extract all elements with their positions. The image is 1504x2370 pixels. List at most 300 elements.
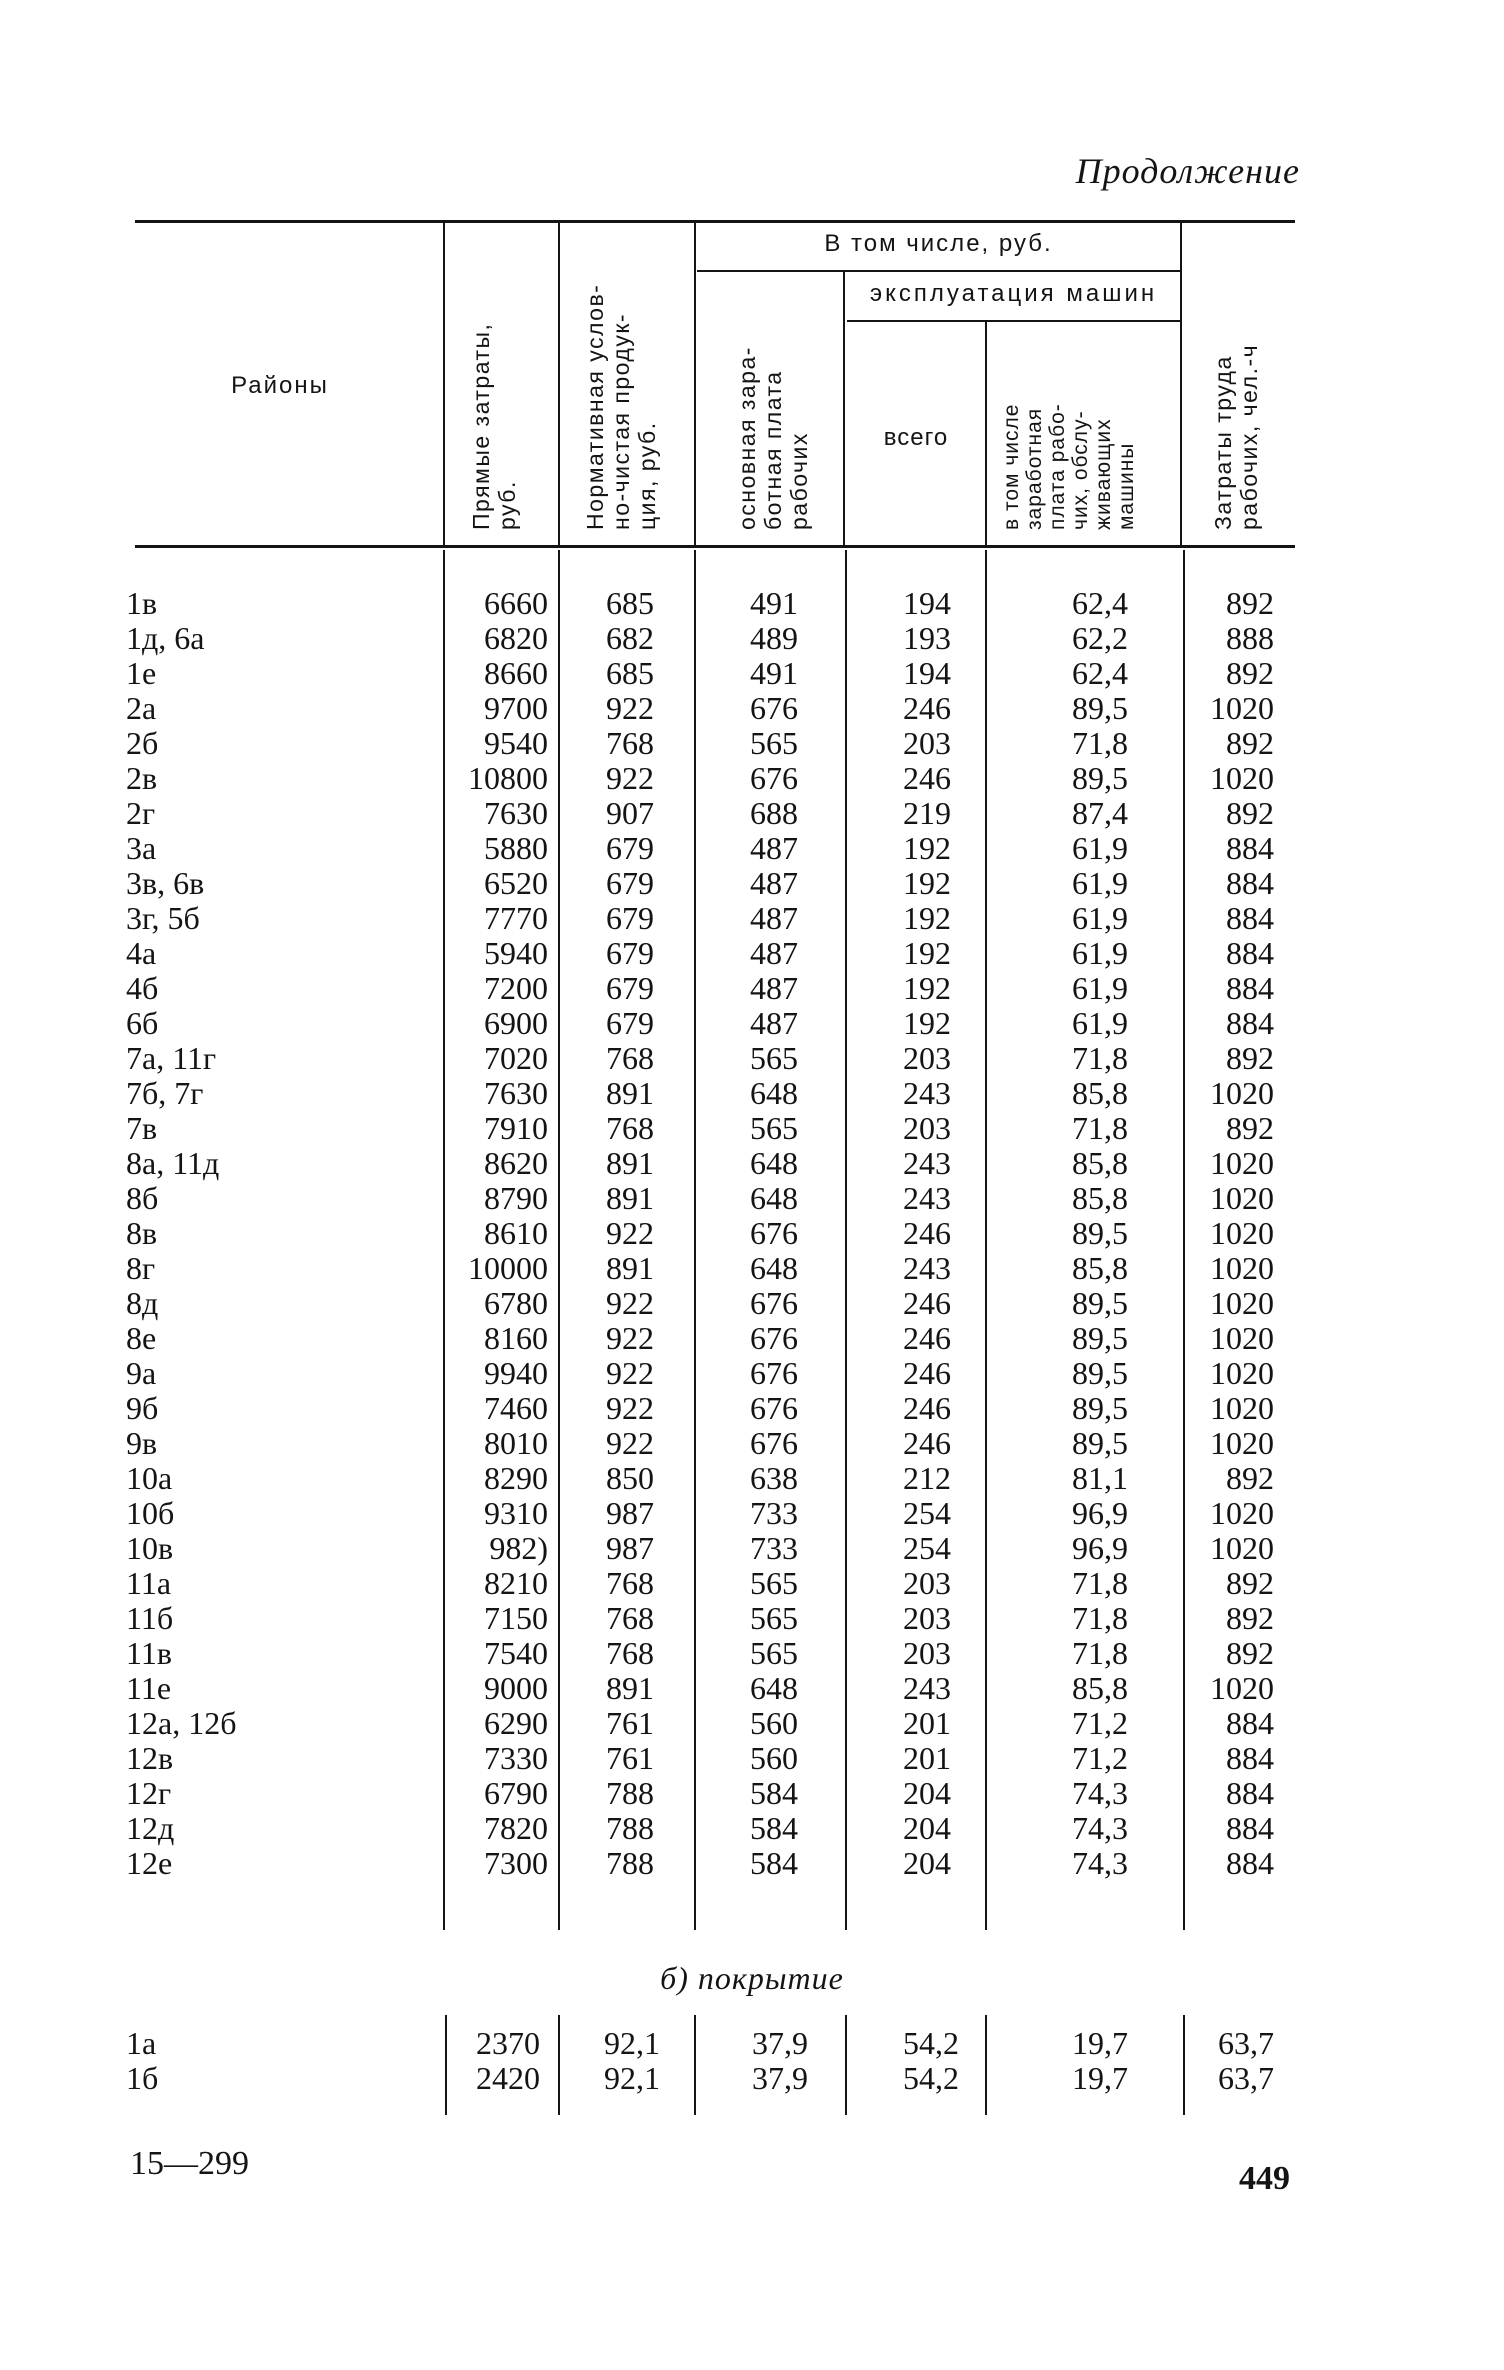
labor-costs-header: Затраты труда рабочих, чел.-ч [1210,343,1262,530]
labor-costs-cell: 1020 [1210,1495,1274,1531]
base-wages-cell: 560 [750,1705,798,1741]
base-wages-cell: 565 [750,1565,798,1601]
header-vrule-3 [694,222,696,545]
district-cell: 8г [126,1250,156,1286]
table-row [0,1705,1504,1741]
table-row [0,1845,1504,1881]
table-row [0,2060,1504,2096]
machines-total-cell: 254 [903,1495,951,1531]
total-header: всего [883,424,949,451]
labor-costs-cell: 884 [1226,900,1274,936]
machine-wages-cell: 89,5 [1072,1285,1128,1321]
machines-total-cell: 203 [903,1040,951,1076]
district-cell: 7а, 11г [126,1040,217,1076]
machine-wages-cell: 71,8 [1072,1040,1128,1076]
district-cell: 7в [126,1110,158,1146]
machines-total-cell: 201 [903,1740,951,1776]
header-vrule-5 [985,322,987,545]
base-wages-cell: 487 [750,830,798,866]
table-row [0,1250,1504,1286]
machines-total-cell: 246 [903,1285,951,1321]
labor-costs-cell: 1020 [1210,1285,1274,1321]
machine-wages-cell: 62,4 [1072,655,1128,691]
machines-total-cell: 243 [903,1250,951,1286]
normative-output-cell: 922 [606,690,654,726]
direct-costs-cell: 9540 [484,725,548,761]
normative-output-cell: 682 [606,620,654,656]
machines-total-cell: 246 [903,760,951,796]
base-wages-cell: 676 [750,690,798,726]
direct-costs-cell: 7300 [484,1845,548,1881]
machines-total-cell: 243 [903,1075,951,1111]
normative-output-cell: 987 [606,1495,654,1531]
direct-costs-cell: 8290 [484,1460,548,1496]
district-cell: 8а, 11д [126,1145,220,1181]
base-wages-cell: 565 [750,1600,798,1636]
base-wages-cell: 676 [750,1320,798,1356]
table-row [0,865,1504,901]
table-row [0,1460,1504,1496]
machine-wages-cell: 96,9 [1072,1530,1128,1566]
direct-costs-cell: 7540 [484,1635,548,1671]
normative-output-cell: 922 [606,1215,654,1251]
direct-costs-cell: 8010 [484,1425,548,1461]
direct-costs-cell: 7820 [484,1810,548,1846]
direct-costs-cell: 6290 [484,1705,548,1741]
labor-costs-cell: 1020 [1210,1145,1274,1181]
machine-wages-cell: 71,8 [1072,1110,1128,1146]
base-wages-cell: 733 [750,1530,798,1566]
table-row [0,1740,1504,1776]
machine-wages-cell: 61,9 [1072,900,1128,936]
base-wages-cell: 648 [750,1670,798,1706]
labor-costs-cell: 892 [1226,1565,1274,1601]
district-cell: 8е [126,1320,157,1356]
direct-costs-header: Прямые затраты, руб. [468,322,520,530]
direct-costs-cell: 9310 [484,1495,548,1531]
table-row [0,1425,1504,1461]
table-row [0,1390,1504,1426]
direct-costs-cell: 8610 [484,1215,548,1251]
machine-wages-cell: 61,9 [1072,1005,1128,1041]
machine-wages-cell: 85,8 [1072,1145,1128,1181]
labor-costs-cell: 892 [1226,1040,1274,1076]
normative-output-cell: 768 [606,725,654,761]
labor-costs-cell: 884 [1226,1775,1274,1811]
normative-output-cell: 685 [606,655,654,691]
district-cell: 1а [126,2025,157,2061]
direct-costs-cell: 7020 [484,1040,548,1076]
normative-output-cell: 922 [606,760,654,796]
machines-total-cell: 192 [903,900,951,936]
labor-costs-cell: 892 [1226,1600,1274,1636]
direct-costs-cell: 10800 [468,760,548,796]
direct-costs-cell: 7460 [484,1390,548,1426]
machine-wages-cell: 61,9 [1072,830,1128,866]
district-cell: 6б [126,1005,159,1041]
district-cell: 11е [126,1670,172,1706]
base-wages-cell: 676 [750,1390,798,1426]
machine-wages-cell: 19,7 [1072,2025,1128,2061]
machines-total-cell: 203 [903,725,951,761]
labor-costs-cell: 1020 [1210,1250,1274,1286]
direct-costs-cell: 8660 [484,655,548,691]
machines-total-cell: 246 [903,690,951,726]
direct-costs-cell: 8210 [484,1565,548,1601]
direct-costs-cell: 6900 [484,1005,548,1041]
labor-costs-cell: 884 [1226,1845,1274,1881]
district-cell: 2в [126,760,158,796]
direct-costs-cell: 5880 [484,830,548,866]
base-wages-cell: 565 [750,1635,798,1671]
machines-total-cell: 201 [903,1705,951,1741]
labor-costs-cell: 892 [1226,725,1274,761]
district-cell: 11б [126,1600,174,1636]
machines-total-cell: 192 [903,1005,951,1041]
machine-wages-cell: 62,2 [1072,620,1128,656]
machines-total-cell: 243 [903,1670,951,1706]
machine-wages-cell: 62,4 [1072,585,1128,621]
base-wages-cell: 648 [750,1180,798,1216]
machine-wages-cell: 74,3 [1072,1845,1128,1881]
machine-wages-cell: 89,5 [1072,760,1128,796]
districts-header: Районы [231,372,329,399]
direct-costs-cell: 10000 [468,1250,548,1286]
base-wages-cell: 487 [750,970,798,1006]
labor-costs-cell: 63,7 [1218,2060,1274,2096]
base-wages-cell: 37,9 [752,2060,808,2096]
normative-output-cell: 92,1 [604,2025,660,2061]
machine-wages-cell: 74,3 [1072,1810,1128,1846]
base-wages-cell: 584 [750,1845,798,1881]
section-b-title: б) покрытие [660,1960,844,1996]
direct-costs-cell: 5940 [484,935,548,971]
district-cell: 3в, 6в [126,865,205,901]
district-cell: 4а [126,935,157,971]
machine-wages-cell: 85,8 [1072,1670,1128,1706]
normative-output-cell: 679 [606,970,654,1006]
machines-total-cell: 194 [903,655,951,691]
machine-wages-cell: 71,8 [1072,725,1128,761]
labor-costs-cell: 1020 [1210,1355,1274,1391]
labor-costs-cell: 884 [1226,1705,1274,1741]
district-cell: 2г [126,795,156,831]
table-row [0,1600,1504,1636]
base-wages-cell: 565 [750,725,798,761]
machines-subrule [847,320,1180,322]
machine-wages-cell: 85,8 [1072,1075,1128,1111]
normative-output-cell: 679 [606,1005,654,1041]
table-row [0,830,1504,866]
machine-wages-cell: 61,9 [1072,865,1128,901]
table-row [0,725,1504,761]
base-wages-cell: 648 [750,1250,798,1286]
machine-wages-cell: 89,5 [1072,1215,1128,1251]
table-row [0,1180,1504,1216]
direct-costs-cell: 8160 [484,1320,548,1356]
direct-costs-cell: 9940 [484,1355,548,1391]
direct-costs-cell: 9700 [484,690,548,726]
table-row [0,1040,1504,1076]
normative-output-cell: 768 [606,1635,654,1671]
normative-output-cell: 685 [606,585,654,621]
group-subrule [697,270,1180,272]
machine-wages-cell: 87,4 [1072,795,1128,831]
signature-mark: 15—299 [130,2145,249,2182]
table-row [0,1110,1504,1146]
base-wages-cell: 648 [750,1075,798,1111]
base-wages-cell: 565 [750,1110,798,1146]
machine-wages-cell: 71,8 [1072,1635,1128,1671]
district-cell: 10в [126,1530,174,1566]
base-wages-cell: 688 [750,795,798,831]
table-row [0,655,1504,691]
labor-costs-cell: 63,7 [1218,2025,1274,2061]
machines-total-cell: 204 [903,1845,951,1881]
table-row [0,1320,1504,1356]
machines-total-cell: 193 [903,620,951,656]
including-wages-header: в том числе заработная плата рабо- чих, обслу- живающих машины [1000,403,1138,530]
normative-output-cell: 850 [606,1460,654,1496]
normative-output-cell: 788 [606,1810,654,1846]
direct-costs-cell: 6660 [484,585,548,621]
base-wages-cell: 676 [750,1355,798,1391]
machine-wages-cell: 89,5 [1072,1390,1128,1426]
direct-costs-cell: 6790 [484,1775,548,1811]
normative-output-cell: 788 [606,1775,654,1811]
district-cell: 4б [126,970,159,1006]
district-cell: 8д [126,1285,159,1321]
table-row [0,1635,1504,1671]
machines-total-cell: 246 [903,1215,951,1251]
machines-total-cell: 194 [903,585,951,621]
labor-costs-cell: 1020 [1210,760,1274,796]
continued-label: Продолжение [1075,151,1300,191]
base-wages-cell: 560 [750,1740,798,1776]
machine-wages-cell: 89,5 [1072,1355,1128,1391]
direct-costs-cell: 2420 [476,2060,540,2096]
base-wages-cell: 584 [750,1810,798,1846]
table-row [0,935,1504,971]
district-cell: 12г [126,1775,172,1811]
direct-costs-cell: 7910 [484,1110,548,1146]
normative-output-cell: 987 [606,1530,654,1566]
table-row [0,1145,1504,1181]
district-cell: 11а [126,1565,172,1601]
base-wages-cell: 487 [750,865,798,901]
table-row [0,1670,1504,1706]
labor-costs-cell: 892 [1226,795,1274,831]
table-row [0,620,1504,656]
district-cell: 9б [126,1390,159,1426]
machine-wages-cell: 74,3 [1072,1775,1128,1811]
base-wages-header: основная зара- ботная плата рабочих [734,346,812,530]
normative-output-cell: 92,1 [604,2060,660,2096]
page-number: 449 [1239,2160,1290,2197]
district-cell: 12д [126,1810,175,1846]
machines-total-cell: 54,2 [903,2025,959,2061]
machines-total-cell: 192 [903,830,951,866]
normative-output-cell: 768 [606,1565,654,1601]
normative-output-cell: 922 [606,1320,654,1356]
table-row [0,760,1504,796]
normative-output-cell: 922 [606,1425,654,1461]
district-cell: 12в [126,1740,174,1776]
machines-total-cell: 54,2 [903,2060,959,2096]
table-row [0,1530,1504,1566]
labor-costs-cell: 892 [1226,1460,1274,1496]
table-row [0,2025,1504,2061]
district-cell: 3г, 5б [126,900,200,936]
header-vrule-1 [443,222,445,545]
direct-costs-cell: 7150 [484,1600,548,1636]
base-wages-cell: 487 [750,900,798,936]
header-bottom-rule [135,545,1295,548]
direct-costs-cell: 982) [489,1530,548,1566]
machine-wages-cell: 71,8 [1072,1600,1128,1636]
district-cell: 12е [126,1845,173,1881]
machines-total-cell: 204 [903,1775,951,1811]
district-cell: 9а [126,1355,157,1391]
district-cell: 1е [126,655,157,691]
normative-output-cell: 891 [606,1250,654,1286]
labor-costs-cell: 884 [1226,830,1274,866]
machines-total-cell: 243 [903,1180,951,1216]
labor-costs-cell: 892 [1226,655,1274,691]
normative-output-cell: 761 [606,1705,654,1741]
machines-total-cell: 203 [903,1565,951,1601]
base-wages-cell: 491 [750,585,798,621]
base-wages-cell: 37,9 [752,2025,808,2061]
machines-total-cell: 212 [903,1460,951,1496]
normative-output-cell: 907 [606,795,654,831]
machines-total-cell: 243 [903,1145,951,1181]
normative-output-cell: 679 [606,935,654,971]
machines-total-cell: 246 [903,1425,951,1461]
machine-wages-cell: 71,2 [1072,1740,1128,1776]
labor-costs-cell: 1020 [1210,1670,1274,1706]
base-wages-cell: 584 [750,1775,798,1811]
machine-wages-cell: 89,5 [1072,1320,1128,1356]
header-vrule-4 [843,272,845,545]
header-vrule-2 [558,222,560,545]
machines-total-cell: 246 [903,1320,951,1356]
district-cell: 1в [126,585,158,621]
base-wages-cell: 487 [750,935,798,971]
table-row [0,900,1504,936]
direct-costs-cell: 2370 [476,2025,540,2061]
labor-costs-cell: 892 [1226,585,1274,621]
table-row [0,1075,1504,1111]
district-cell: 2а [126,690,157,726]
machines-total-cell: 254 [903,1530,951,1566]
table-row [0,1285,1504,1321]
normative-output-cell: 679 [606,830,654,866]
direct-costs-cell: 9000 [484,1670,548,1706]
base-wages-cell: 491 [750,655,798,691]
machines-total-cell: 192 [903,970,951,1006]
labor-costs-cell: 1020 [1210,1075,1274,1111]
table-row [0,970,1504,1006]
normative-output-cell: 891 [606,1075,654,1111]
base-wages-cell: 733 [750,1495,798,1531]
base-wages-cell: 648 [750,1145,798,1181]
direct-costs-cell: 7630 [484,1075,548,1111]
machine-wages-cell: 85,8 [1072,1250,1128,1286]
machine-wages-cell: 89,5 [1072,1425,1128,1461]
labor-costs-cell: 884 [1226,1005,1274,1041]
direct-costs-cell: 6820 [484,620,548,656]
labor-costs-cell: 1020 [1210,1180,1274,1216]
machines-total-cell: 204 [903,1810,951,1846]
direct-costs-cell: 8620 [484,1145,548,1181]
header-top-rule [135,220,1295,223]
normative-output-cell: 768 [606,1110,654,1146]
district-cell: 10а [126,1460,173,1496]
normative-output-cell: 922 [606,1390,654,1426]
labor-costs-cell: 884 [1226,865,1274,901]
direct-costs-cell: 6780 [484,1285,548,1321]
labor-costs-cell: 1020 [1210,1320,1274,1356]
machines-total-cell: 203 [903,1600,951,1636]
base-wages-cell: 565 [750,1040,798,1076]
machines-total-cell: 219 [903,795,951,831]
table-row [0,690,1504,726]
normative-output-cell: 891 [606,1670,654,1706]
including-group-header: В том числе, руб. [824,230,1053,257]
table-row [0,1355,1504,1391]
table-row [0,1215,1504,1251]
district-cell: 8в [126,1215,158,1251]
normative-output-header: Нормативная услов- но-чистая продук- ция, руб. [582,283,660,530]
base-wages-cell: 676 [750,1285,798,1321]
normative-output-cell: 922 [606,1285,654,1321]
table-row [0,585,1504,621]
base-wages-cell: 676 [750,1425,798,1461]
direct-costs-cell: 7770 [484,900,548,936]
table-row [0,1495,1504,1531]
labor-costs-cell: 888 [1226,620,1274,656]
district-cell: 11в [126,1635,172,1671]
base-wages-cell: 489 [750,620,798,656]
labor-costs-cell: 1020 [1210,1530,1274,1566]
table-row [0,1565,1504,1601]
machine-wages-cell: 81,1 [1072,1460,1128,1496]
machine-wages-cell: 61,9 [1072,935,1128,971]
normative-output-cell: 788 [606,1845,654,1881]
labor-costs-cell: 884 [1226,970,1274,1006]
normative-output-cell: 891 [606,1180,654,1216]
normative-output-cell: 679 [606,865,654,901]
machines-total-cell: 203 [903,1110,951,1146]
labor-costs-cell: 1020 [1210,1425,1274,1461]
labor-costs-cell: 884 [1226,1810,1274,1846]
normative-output-cell: 768 [606,1040,654,1076]
machine-operation-header: эксплуатация машин [869,280,1158,307]
district-cell: 1д, 6а [126,620,205,656]
district-cell: 1б [126,2060,159,2096]
district-cell: 9в [126,1425,158,1461]
labor-costs-cell: 884 [1226,935,1274,971]
direct-costs-cell: 7200 [484,970,548,1006]
header-vrule-6 [1180,222,1182,545]
district-cell: 2б [126,725,159,761]
machine-wages-cell: 89,5 [1072,690,1128,726]
district-cell: 10б [126,1495,175,1531]
district-cell: 7б, 7г [126,1075,204,1111]
machine-wages-cell: 85,8 [1072,1180,1128,1216]
normative-output-cell: 761 [606,1740,654,1776]
